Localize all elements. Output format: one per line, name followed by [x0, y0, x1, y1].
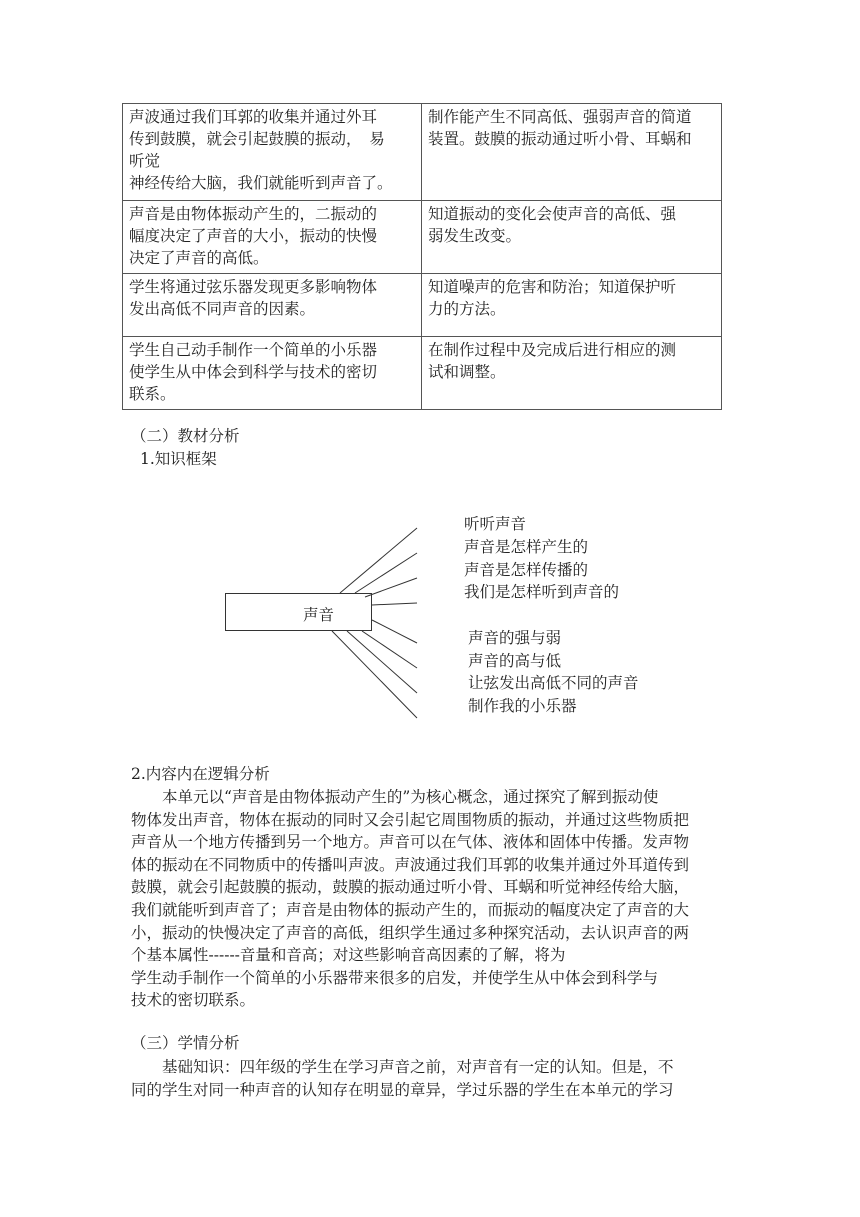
- section-heading-textbook-analysis: （二）教材分析: [131, 427, 240, 445]
- table-cell: [123, 201, 422, 274]
- diagram-center-box: [225, 593, 372, 631]
- diagram-branch-label: 声音是怎样传播的: [464, 561, 589, 579]
- paragraph-line: 小，振动的快慢决定了声音的高低，组织学生通过多种探究活动，去认识声音的两: [131, 923, 690, 942]
- subheading-knowledge-framework: 1.知识框架: [140, 450, 217, 468]
- objectives-table: [122, 103, 722, 410]
- table-cell: [123, 104, 422, 201]
- cell-line: 使学生从中体会到科学与技术的密切: [129, 363, 378, 381]
- diagram-branch-label: 声音的强与弱: [468, 629, 562, 647]
- cell-line: 知道噪声的危害和防治；知道保护听: [428, 278, 677, 296]
- paragraph-line: 我们就能听到声音了；声音是由物体的振动产生的，而振动的幅度决定了声音的大: [131, 900, 690, 919]
- cell-line: 学生自己动手制作一个简单的小乐器: [129, 341, 378, 359]
- branch-line: [372, 603, 417, 605]
- cell-line: 决定了声音的高低。: [129, 249, 269, 267]
- paragraph-line: 鼓膜，就会引起鼓膜的振动，鼓膜的振动通过听小骨、耳蜗和听觉神经传给大脑，: [131, 878, 690, 897]
- branch-line: [365, 578, 417, 597]
- diagram-branch-label: 听听声音: [464, 515, 527, 533]
- table-row: [123, 201, 722, 274]
- table-cell: [422, 337, 722, 410]
- logic-analysis-paragraph: [131, 786, 726, 1012]
- cell-line: 发出高低不同声音的因素。: [129, 300, 316, 318]
- diagram-branch-label: 声音的高与低: [468, 652, 562, 670]
- table-cell: [422, 274, 722, 337]
- student-analysis-paragraph: [131, 1056, 726, 1101]
- section-heading-student-analysis: （三）学情分析: [131, 1034, 240, 1052]
- paragraph-line: 体的振动在不同物质中的传播叫声波。声波通过我们耳郭的收集并通过外耳道传到: [131, 855, 690, 874]
- cell-line: 知道振动的变化会使声音的高低、强: [428, 205, 677, 223]
- diagram-center-label: 声音: [303, 606, 335, 624]
- branch-line: [340, 528, 417, 593]
- table-row: [123, 274, 722, 337]
- paragraph-line: 学生动手制作一个简单的小乐器带来很多的启发，并使学生从中体会到科学与: [131, 968, 659, 987]
- subheading-logic-analysis: 2.内容内在逻辑分析: [131, 765, 270, 783]
- paragraph-line: 技术的密切联系。: [131, 991, 256, 1010]
- diagram-branch-label: 声音是怎样产生的: [464, 538, 589, 556]
- cell-line: 听觉: [129, 152, 161, 170]
- table-row: [123, 337, 722, 410]
- branch-line: [372, 620, 417, 643]
- table-row: [123, 104, 722, 201]
- paragraph-line: 物体发出声音，物体在振动的同时又会引起它周围物质的振动，并通过这些物质把: [131, 810, 690, 829]
- diagram-branch-label: 让弦发出高低不同的声音: [468, 674, 639, 692]
- cell-line: 弱发生改变。: [428, 227, 522, 245]
- table-cell: [123, 274, 422, 337]
- cell-line: 试和调整。: [428, 363, 506, 381]
- cell-line: 在制作过程中及完成后进行相应的测: [428, 341, 677, 359]
- table-cell: [123, 337, 422, 410]
- table-cell: [422, 201, 722, 274]
- diagram-branch-label: 制作我的小乐器: [468, 697, 577, 715]
- cell-line: 力的方法。: [428, 300, 506, 318]
- paragraph-line: 本单元以“声音是由物体振动产生的”为核心概念，通过探究了解到振动使: [131, 788, 659, 806]
- branch-line: [362, 631, 417, 668]
- table-cell: [422, 104, 722, 201]
- cell-line: 装置。鼓膜的振动通过听小骨、耳蜗和: [428, 130, 692, 148]
- paragraph-line: 同的学生对同一种声音的认知存在明显的章异，学过乐器的学生在本单元的学习: [131, 1080, 674, 1099]
- cell-line: 制作能产生不同高低、强弱声音的简道: [428, 108, 692, 126]
- branch-line: [355, 553, 417, 593]
- cell-line: 声波通过我们耳郭的收集并通过外耳: [129, 108, 378, 126]
- paragraph-line: 声音从一个地方传播到另一个地方。声音可以在气体、液体和固体中传播。发声物: [131, 833, 690, 852]
- cell-line: 神经传给大脑，我们就能听到声音了。: [129, 174, 393, 192]
- branch-line: [332, 631, 417, 718]
- paragraph-line: 基础知识：四年级的学生在学习声音之前，对声音有一定的认知。但是，不: [131, 1058, 674, 1076]
- cell-line: 幅度决定了声音的大小，振动的快慢: [129, 227, 378, 245]
- paragraph-line: 个基本属性------音量和音高；对这些影响音高因素的了解，将为: [131, 946, 566, 965]
- cell-line: 传到鼓膜，就会引起鼓膜的振动， 易: [129, 130, 385, 148]
- branch-line: [347, 631, 417, 693]
- cell-line: 声音是由物体振动产生的，二振动的: [129, 205, 378, 223]
- cell-line: 联系。: [129, 385, 176, 403]
- diagram-branch-label: 我们是怎样听到声音的: [464, 583, 620, 601]
- cell-line: 学生将通过弦乐器发现更多影响物体: [129, 278, 378, 296]
